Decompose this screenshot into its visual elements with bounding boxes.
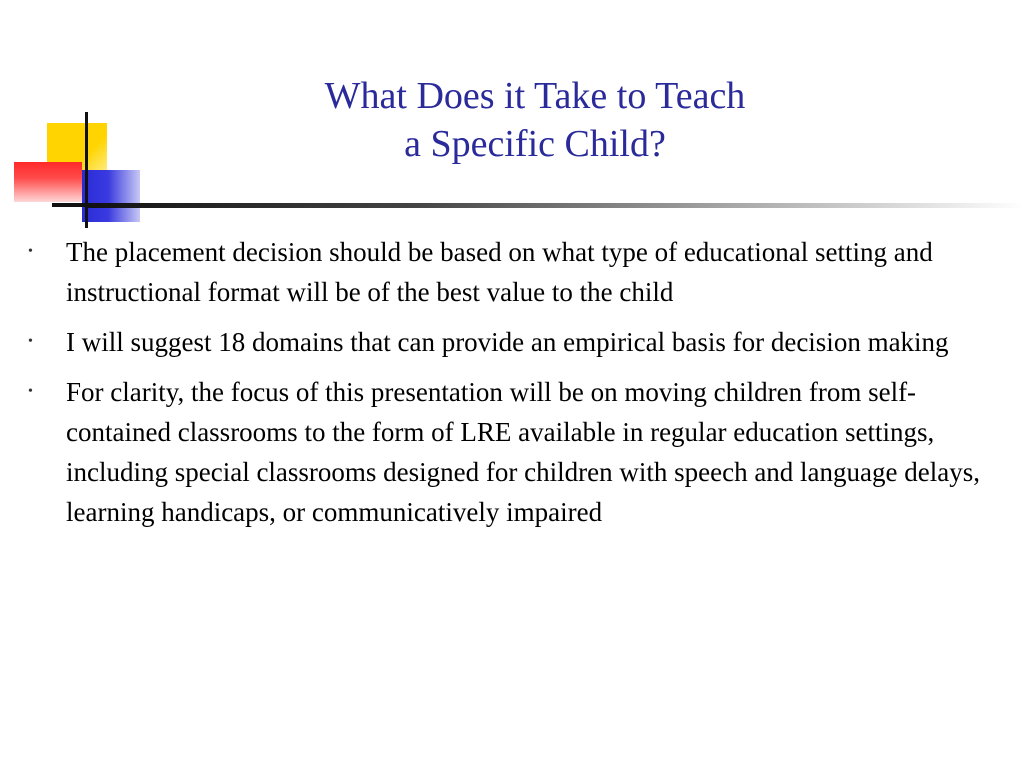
bullet-item [28,322,1008,362]
bullet-text: I will suggest 18 domains that can provide an empirical basis for decision making [66,327,949,357]
bullet-list [28,232,1008,542]
horizontal-line-shape [52,203,92,207]
slide-title-line-1: What Does it Take to Teach [324,75,746,117]
bullet-marker: • [28,244,33,259]
bullet-item [28,372,1008,532]
bullet-text: For clarity, the focus of this presentation will be on moving children from self-contained classrooms to the form of LRE available in regular education settings, including special classrooms designed for children with speech and language delays, learning handicaps, or communicatively impaired [66,377,980,527]
slide-title-line-2: a Specific Child? [404,123,666,165]
vertical-line-shape [85,112,88,228]
title-divider [88,203,1024,208]
slide-title [140,72,930,168]
red-rectangle-shape [14,162,82,202]
bullet-item [28,232,1008,312]
bullet-marker: • [28,384,33,399]
blue-square-shape [82,170,140,222]
bullet-text: The placement decision should be based on what type of educational setting and instructional format will be of the best value to the child [66,237,933,307]
bullet-marker: • [28,334,33,349]
